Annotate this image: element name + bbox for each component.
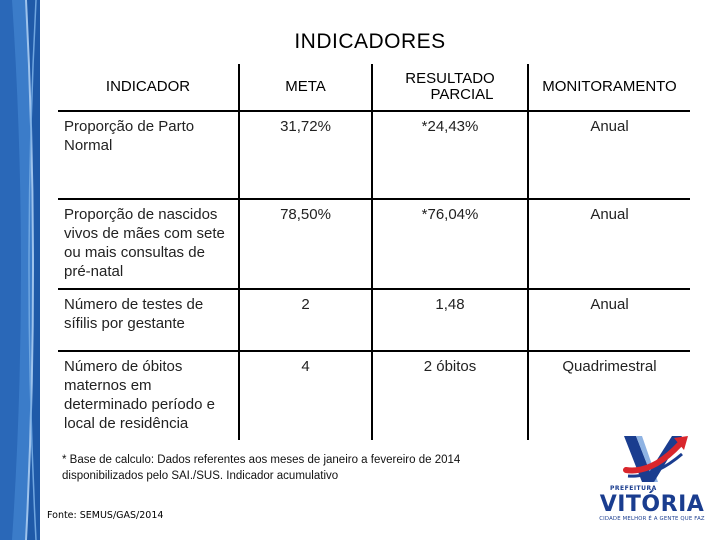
cell-monitoramento: Anual <box>528 289 690 351</box>
table-row <box>58 351 690 440</box>
header-resultado-line2: PARCIAL <box>430 86 494 103</box>
footnote <box>62 452 542 484</box>
cell-monitoramento: Anual <box>528 111 690 199</box>
cell-meta: 4 <box>239 351 372 440</box>
table-row <box>58 289 690 351</box>
cell-meta: 31,72% <box>239 111 372 199</box>
logo-name: VITÓRIA <box>599 492 705 517</box>
cell-indicador: Número de testes de sífilis por gestante <box>58 289 239 351</box>
footnote-text: Dados referentes aos meses de janeiro a fevereiro de 2014 disponibilizados pelo SAI./SUS. Indicador acumulativo <box>62 454 461 482</box>
logo-v-arrow-icon <box>596 430 708 492</box>
cell-resultado: *24,43% <box>372 111 528 199</box>
footnote-lead: * Base de calculo: <box>62 454 155 466</box>
source-note: Fonte: SEMUS/GAS/2014 <box>47 510 164 521</box>
header-monitoramento: MONITORAMENTO <box>528 64 690 111</box>
logo-slogan: CIDADE MELHOR É A GENTE QUE FAZ <box>599 516 705 522</box>
cell-resultado: 1,48 <box>372 289 528 351</box>
cell-resultado: 2 óbitos <box>372 351 528 440</box>
cell-monitoramento: Quadrimestral <box>528 351 690 440</box>
cell-indicador: Proporção de Parto Normal <box>58 111 239 199</box>
cell-indicador: Proporção de nascidos vivos de mães com sete ou mais consultas de pré-natal <box>58 199 239 289</box>
header-resultado-parcial <box>372 64 528 111</box>
header-indicador: INDICADOR <box>58 64 239 111</box>
table-row <box>58 199 690 289</box>
table-row <box>58 111 690 199</box>
header-resultado-line1: RESULTADO <box>405 70 495 87</box>
table-header-row <box>58 64 690 111</box>
cell-resultado: *76,04% <box>372 199 528 289</box>
cell-meta: 78,50% <box>239 199 372 289</box>
cell-indicador: Número de óbitos maternos em determinado período e local de residência <box>64 358 215 432</box>
cell-monitoramento: Anual <box>528 199 690 289</box>
cell-meta: 2 <box>239 289 372 351</box>
left-decorative-band <box>0 0 40 540</box>
indicators-table <box>58 64 690 440</box>
prefeitura-vitoria-logo <box>596 430 708 530</box>
page-title: INDICADORES <box>294 30 446 53</box>
header-meta: META <box>239 64 372 111</box>
logo-prefix: PREFEITURA <box>610 485 657 492</box>
